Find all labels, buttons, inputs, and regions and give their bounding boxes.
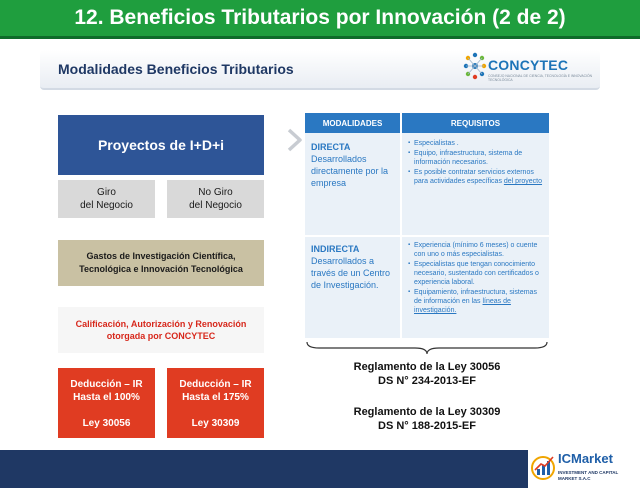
title-underline: [0, 36, 640, 39]
gastos-line-1: Gastos de Investigación Científica,: [86, 251, 236, 261]
brace-icon: [305, 340, 549, 356]
reglamento-30309-line-2: DS N° 188-2015-EF: [378, 420, 476, 432]
concytec-logo-name: CONCYTEC: [488, 57, 569, 73]
directa-title: DIRECTA: [311, 142, 351, 152]
reglamento-30056: [305, 360, 549, 388]
icmarket-logo: [528, 447, 640, 488]
gastos-box: [58, 240, 264, 286]
req-text: Es posible contratar servicios externos para actividades específicas: [414, 169, 534, 185]
concytec-logo-icon: [462, 50, 488, 88]
header-requisitos: REQUISITOS: [402, 113, 549, 133]
directa-cell: [305, 135, 400, 235]
req-text: Equipamiento, infraestructura, sistemas de información en las: [414, 289, 537, 305]
list-item: [408, 288, 543, 315]
icmarket-brand: ICMarket: [558, 451, 613, 466]
indirecta-requisitos: [402, 237, 549, 338]
reglamento-30056-line-1: Reglamento de la Ley 30056: [353, 361, 501, 373]
giro-line-2: del Negocio: [80, 200, 133, 211]
calificacion-box: [58, 307, 264, 353]
directa-desc: Desarrollados directamente por la empresa: [311, 154, 389, 188]
list-item: ▪ Experiencia (mínimo 6 meses) o cuente con uno o más especialistas.: [408, 241, 543, 259]
req-link: del proyecto: [503, 178, 543, 185]
giro-negocio-box: [58, 180, 155, 218]
list-item: ▪ Equipo, infraestructura, sistema de información necesarios.: [408, 149, 543, 167]
deduccion-100-box: [58, 368, 155, 438]
proyectos-box: Proyectos de I+D+i: [58, 115, 264, 175]
list-item: [408, 168, 543, 186]
header-modalidades: MODALIDADES: [305, 113, 400, 133]
section-subtitle: Modalidades Beneficios Tributarios: [58, 61, 294, 77]
ley-30056-label: Ley 30056: [82, 418, 131, 429]
calificacion-line-2: otorgada por CONCYTEC: [106, 331, 216, 341]
req-link: líneas de investigación.: [414, 298, 511, 314]
concytec-logo: [462, 50, 602, 88]
deduccion-175-line-2: Hasta el 175%: [182, 392, 249, 403]
directa-requisitos: [402, 135, 549, 235]
list-item: ▪ Especialistas .: [408, 139, 543, 148]
concytec-logo-subtitle: CONSEJO NACIONAL DE CIENCIA, TECNOLOGÍA E INNOVACIÓN TECNOLÓGICA: [488, 74, 593, 82]
deduccion-100-line-1: Deducción – IR: [70, 379, 143, 390]
deduccion-100-line-2: Hasta el 100%: [73, 392, 140, 403]
no-giro-line-1: No Giro: [198, 187, 233, 198]
indirecta-desc: Desarrollados a través de un Centro de Investigación.: [311, 256, 391, 290]
modalidades-table: [305, 113, 549, 338]
calificacion-line-1: Calificación, Autorización y Renovación: [75, 319, 247, 329]
indirecta-title: INDIRECTA: [311, 244, 360, 254]
gastos-line-2: Tecnológica e Innovación Tecnológica: [79, 264, 243, 274]
icmarket-logo-icon: [530, 450, 558, 486]
chevron-right-icon: [286, 128, 304, 152]
reglamento-30056-line-2: DS N° 234-2013-EF: [378, 375, 476, 387]
no-giro-line-2: del Negocio: [189, 200, 242, 211]
list-item: ▪ Especialistas que tengan conocimiento necesario, sustentado con certificados o experiencia laboral.: [408, 260, 543, 287]
deduccion-175-box: [167, 368, 264, 438]
ley-30309-label: Ley 30309: [191, 418, 240, 429]
slide-title: 12. Beneficios Tributarios por Innovación (2 de 2): [0, 0, 640, 36]
indirecta-cell: [305, 237, 400, 338]
reglamento-30309: [305, 405, 549, 433]
deduccion-175-line-1: Deducción – IR: [179, 379, 252, 390]
icmarket-tagline: INVESTMENT AND CAPITAL MARKET S.A.C: [558, 470, 619, 481]
giro-line-1: Giro: [97, 187, 116, 198]
no-giro-negocio-box: [167, 180, 264, 218]
reglamento-30309-line-1: Reglamento de la Ley 30309: [353, 406, 501, 418]
